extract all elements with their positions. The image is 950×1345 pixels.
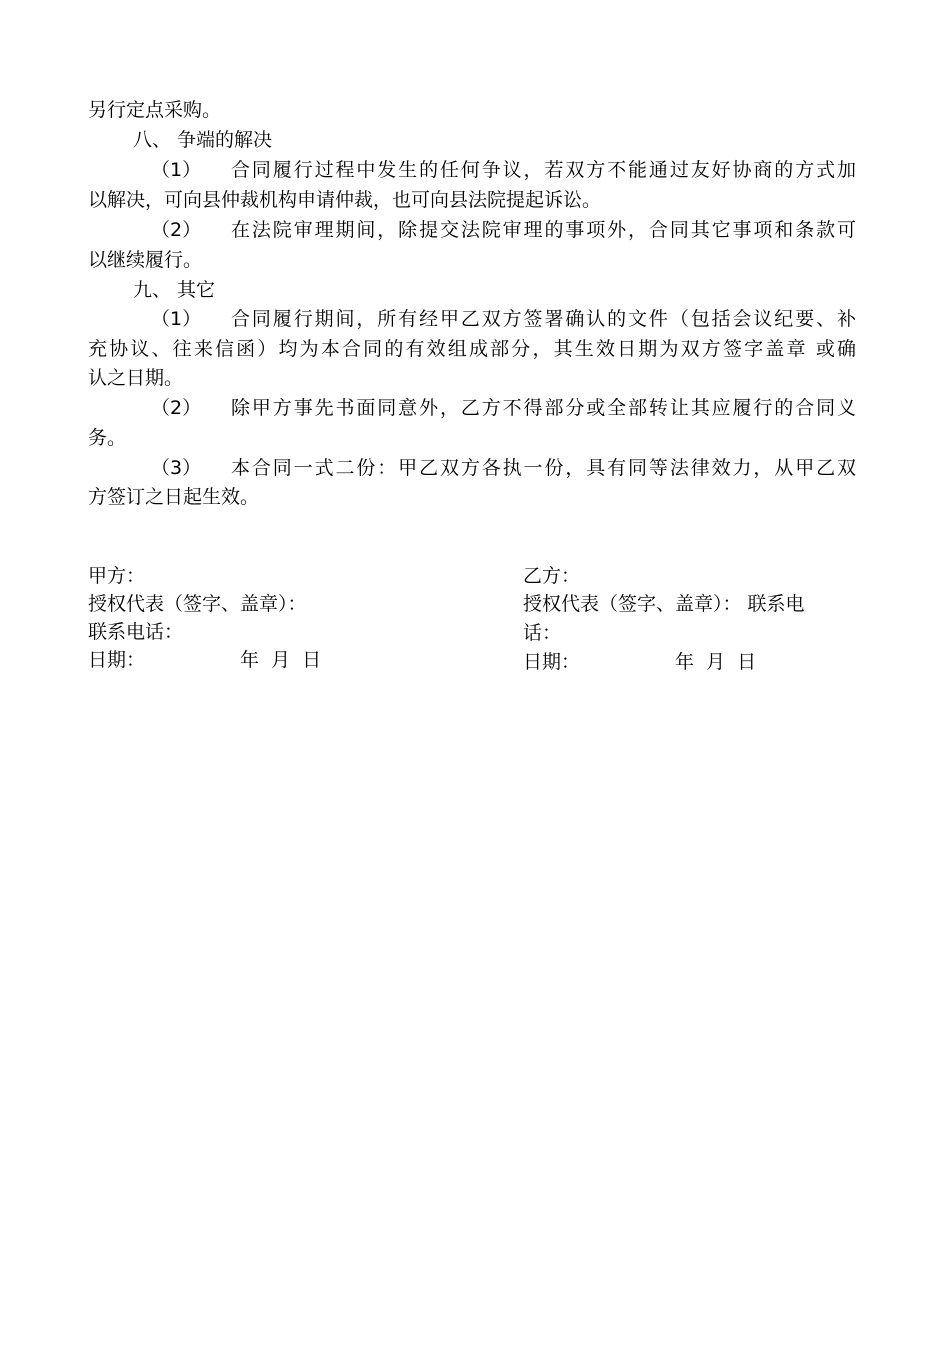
party-a-date-units: 年 月 日 (240, 649, 322, 671)
s9-item2-number: （2） (151, 397, 202, 419)
party-a-label: 甲方： (88, 565, 146, 587)
s8-item2-number: （2） (151, 219, 202, 241)
party-b-representative-line2: 话： (523, 622, 562, 644)
s8-item2-line2: 以继续履行。 (88, 249, 203, 271)
s9-item1-line2: 充协议、往来信函）均为本合同的有效组成部分，其生效日期为双方签字盖章 或确 (88, 338, 856, 360)
party-a-phone: 联系电话： (88, 621, 184, 643)
s9-item2-line2: 务。 (88, 427, 127, 449)
party-a-date-label: 日期： (88, 649, 146, 671)
s9-item3-line2: 方签订之日起生效。 (88, 486, 260, 508)
party-b-date-units: 年 月 日 (675, 651, 757, 673)
party-a-date-row (88, 648, 388, 672)
party-b-date-label: 日期： (523, 651, 581, 673)
s8-item1-line1: 合同履行过程中发生的任何争议，若双方不能通过友好协商的方式加 (231, 159, 856, 181)
party-b-date-row (523, 650, 823, 674)
party-b-representative-line1: 授权代表（签字、盖章）： 联系电 (523, 593, 805, 615)
s9-item1-line1: 合同履行期间，所有经甲乙双方签署确认的文件（包括会议纪要、补 (231, 308, 856, 330)
party-a-representative: 授权代表（签字、盖章）： (88, 593, 307, 615)
section-8-heading: 八、 争端的解决 (133, 129, 273, 151)
s9-item1-line3: 认之日期。 (88, 367, 184, 389)
s9-item3-line1: 本合同一式二份：甲乙双方各执一份，具有同等法律效力，从甲乙双 (231, 457, 856, 479)
s8-item1-number: （1） (151, 159, 202, 181)
s9-item3-number: （3） (151, 457, 202, 479)
s8-item2-line1: 在法院审理期间，除提交法院审理的事项外，合同其它事项和条款可 (231, 219, 856, 241)
s9-item1-number: （1） (151, 308, 202, 330)
party-b-label: 乙方： (523, 565, 581, 587)
intro-line: 另行定点采购。 (88, 99, 222, 121)
s9-item2-line1: 除甲方事先书面同意外，乙方不得部分或全部转让其应履行的合同义 (231, 397, 856, 419)
s8-item1-line2: 以解决，可向县仲裁机构申请仲裁，也可向县法院提起诉讼。 (88, 189, 602, 211)
section-9-heading: 九、 其它 (133, 279, 216, 301)
